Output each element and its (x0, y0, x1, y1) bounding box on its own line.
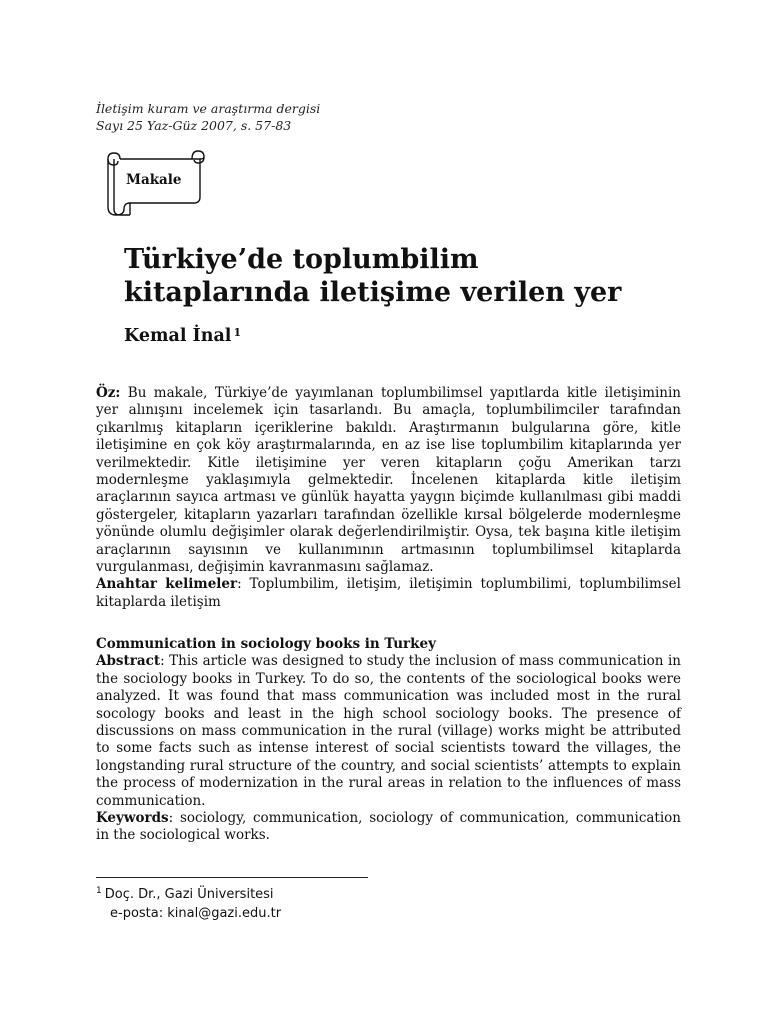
english-abstract-paragraph (96, 653, 681, 810)
journal-header (96, 100, 320, 134)
article-type-label: Makale (126, 172, 182, 188)
footnote-line-1 (96, 882, 281, 905)
turkish-abstract-label: Öz: (96, 385, 121, 401)
article-type-badge (96, 147, 212, 219)
footnote-mark: 1 (96, 886, 102, 896)
footnote-divider (96, 877, 368, 878)
english-title: Communication in sociology books in Turkey (96, 636, 436, 652)
turkish-keywords-text: : Toplumbilim, iletişim, iletişimin toplumbilimi, toplumbilimsel kitaplarda iletişim (96, 576, 681, 610)
journal-name: İletişim kuram ve araştırma dergisi (96, 101, 321, 116)
article-title (124, 243, 724, 309)
english-abstract (96, 636, 681, 845)
turkish-abstract-text: Bu makale, Türkiye’de yayımlanan toplumbilimsel yapıtlarda kitle iletişiminin yer alınışını incelemek için tasarlandı. Bu amaçla, toplumbilimciler tarafından çıkarılmış kitapların içeriklerine bakıldı. Araştırmanın bulgularına göre, kitle iletişimine en çok köy araştırmalarında, en az ise lise toplumbilim kitaplarında yer verilmektedir. Kitle iletişimine yer veren kitapların çoğu Amerikan tarzı modernleşme yaklaşımıyla gelmektedir. İncelenen kitaplarda kitle iletişim araçlarının sayıca artması ve günlük hayatta yaygın biçimde kullanılması gibi maddi göstergeler, kitapların yazarları tarafından özellikle kırsal bölgelerde modernleşme yönünde olumlu değişimler olarak değerlendirilmiştir. Oysa, tek başına kitle iletişim araçlarının sayısının ve kullanımının artmasının toplumbilimsel kitaplarda vurgulanması, değişimin kavranmasını sağlamaz. (96, 385, 681, 576)
turkish-abstract (96, 385, 681, 611)
footnote (96, 882, 281, 923)
english-keywords-label: Keywords (96, 810, 169, 827)
english-abstract-label: Abstract (96, 653, 161, 670)
author-footnote-mark: 1 (233, 326, 242, 339)
turkish-keywords-label: Anahtar kelimeler (96, 576, 238, 593)
turkish-keywords (96, 576, 681, 611)
author-name: Kemal İnal (124, 326, 232, 346)
author-line (124, 326, 241, 346)
english-keywords (96, 810, 681, 845)
title-line-2: kitaplarında iletişime verilen yer (124, 277, 622, 308)
journal-issue: Sayı 25 Yaz-Güz 2007, s. 57-83 (96, 118, 292, 133)
english-keywords-text: : sociology, communication, sociology of communication, communication in the sociological works. (96, 810, 681, 844)
title-line-1: Türkiye’de toplumbilim (124, 244, 479, 275)
english-abstract-text: : This article was designed to study the inclusion of mass communication in the sociology books in Turkey. To do so, the contents of the sociological books were analyzed. It was found that mass communication was included most in the rural socology books and least in the high school sociology books. The presence of discussions on mass communication in the rural (village) works might be attributed to some facts such as intense interest of social scientists toward the villages, the longstanding rural structure of the country, and social scientists’ attempts to explain the process of modernization in the rural areas in relation to the influences of mass communication. (96, 653, 681, 809)
footnote-affiliation: Doç. Dr., Gazi Üniversitesi (104, 887, 274, 902)
footnote-email: e-posta: kinal@gazi.edu.tr (110, 905, 282, 921)
turkish-abstract-paragraph (96, 385, 681, 576)
